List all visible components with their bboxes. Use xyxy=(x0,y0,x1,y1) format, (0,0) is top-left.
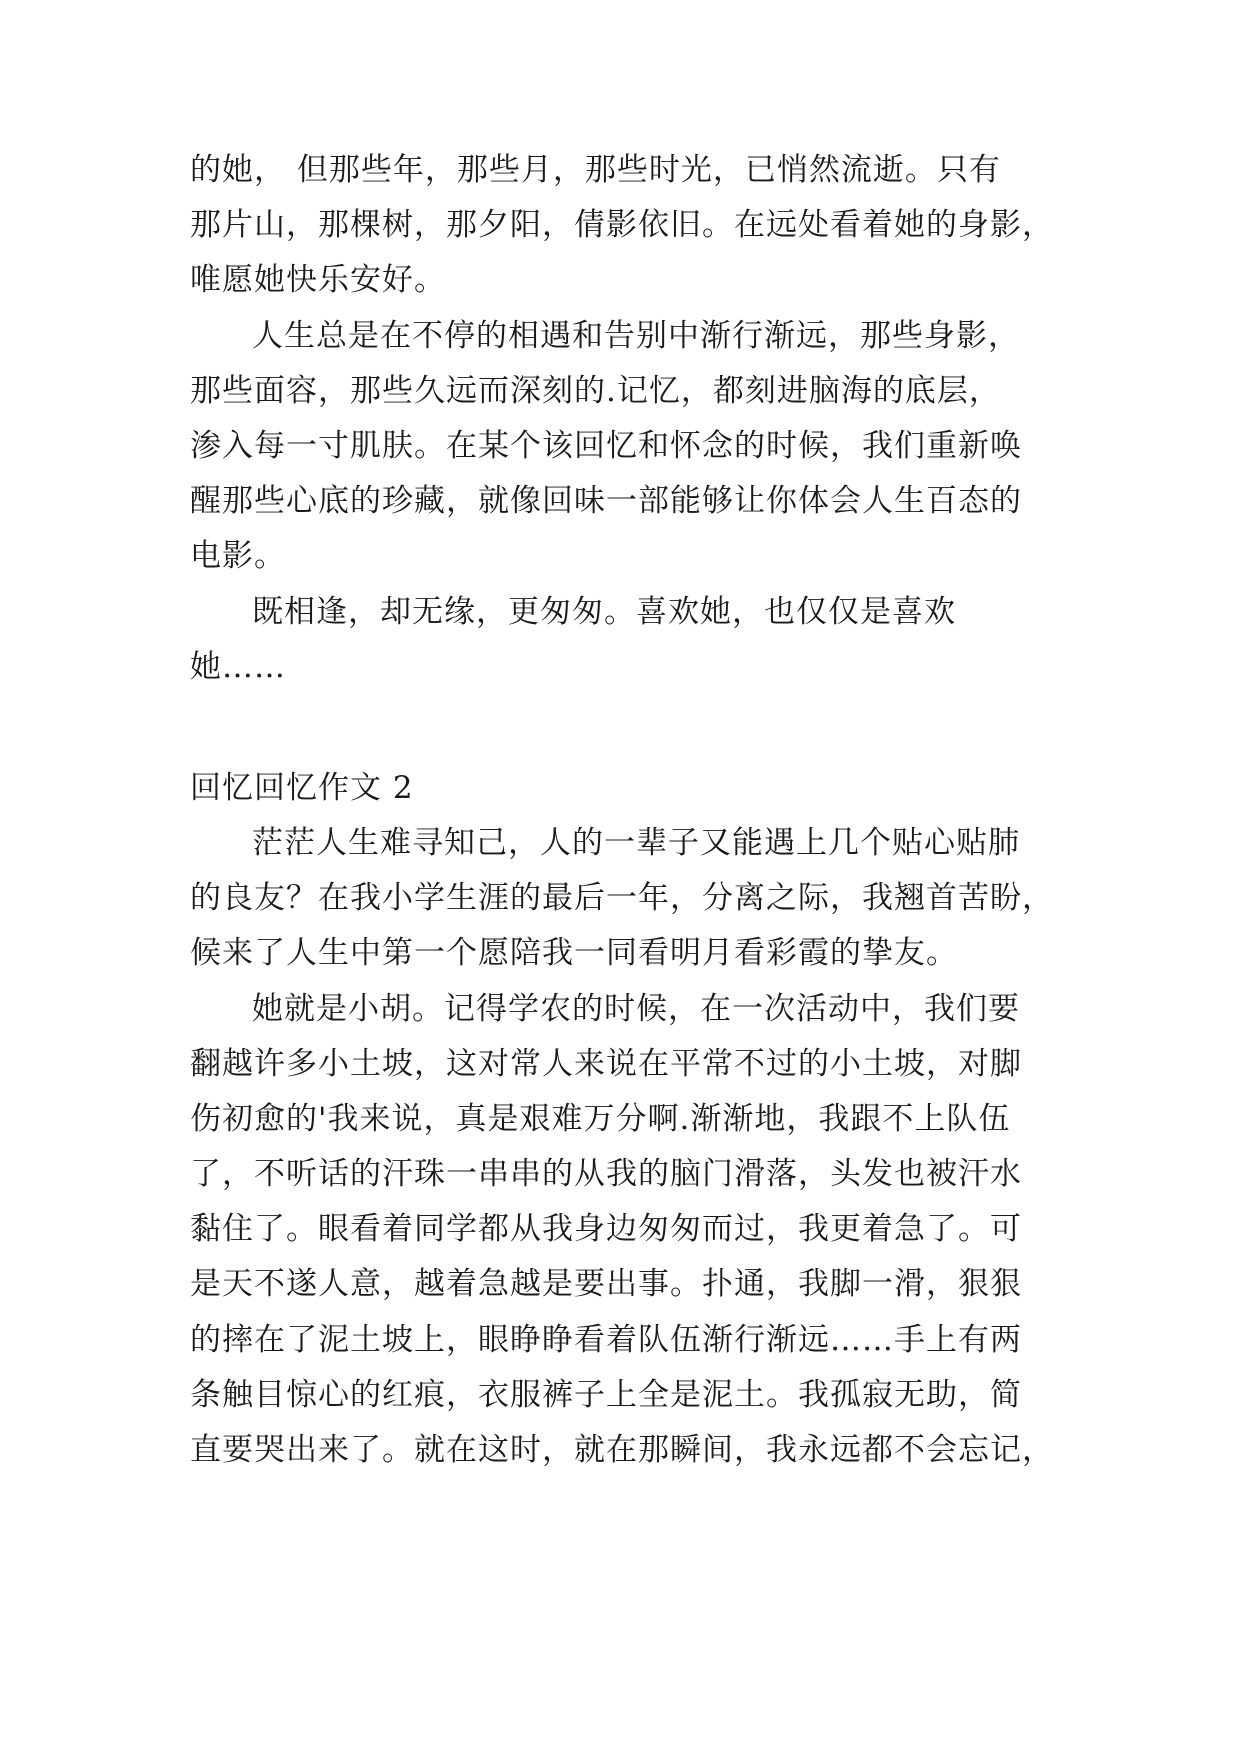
text-line: 是天不遂人意，越着急越是要出事。扑通，我脚一滑，狠狠 xyxy=(190,1266,1022,1302)
text-line: 的她， 但那些年，那些月，那些时光，已悄然流逝。只有 xyxy=(190,152,1001,188)
text-line: 那些面容，那些久远而深刻的.记忆，都刻进脑海的底层， xyxy=(190,373,1001,409)
text-line: 的摔在了泥土坡上，眼睁睁看着队伍渐行渐远……手上有两 xyxy=(190,1322,1022,1358)
text-line: 直要哭出来了。就在这时，就在那瞬间，我永远都不会忘记， xyxy=(190,1432,1054,1468)
text-line: 候来了人生中第一个愿陪我一同看明月看彩霞的挚友。 xyxy=(190,935,958,971)
text-line: 的良友？在我小学生涯的最后一年，分离之际，我翘首苦盼， xyxy=(190,880,1054,916)
text-line: 既相逢，却无缘，更匆匆。喜欢她，也仅仅是喜欢 xyxy=(252,594,956,630)
text-line: 了，不听话的汗珠一串串的从我的脑门滑落，头发也被汗水 xyxy=(190,1156,1022,1192)
text-line: 醒那些心底的珍藏，就像回味一部能够让你体会人生百态的 xyxy=(190,483,1022,519)
section-title: 回忆回忆作文 2 xyxy=(190,770,414,806)
text-line: 她…… xyxy=(190,649,286,685)
text-line: 条触目惊心的红痕，衣服裤子上全是泥土。我孤寂无助，简 xyxy=(190,1377,1022,1413)
text-line: 唯愿她快乐安好。 xyxy=(190,262,446,298)
text-line: 伤初愈的'我来说，真是艰难万分啊.渐渐地，我跟不上队伍 xyxy=(190,1101,1011,1137)
text-line: 黏住了。眼看着同学都从我身边匆匆而过，我更着急了。可 xyxy=(190,1211,1022,1247)
text-line: 人生总是在不停的相遇和告别中渐行渐远，那些身影， xyxy=(252,318,1020,354)
text-line: 那片山，那棵树，那夕阳，倩影依旧。在远处看着她的身影， xyxy=(190,207,1054,243)
text-line: 翻越许多小土坡，这对常人来说在平常不过的小土坡，对脚 xyxy=(190,1046,1022,1082)
text-line: 电影。 xyxy=(190,538,286,574)
text-line: 渗入每一寸肌肤。在某个该回忆和怀念的时候，我们重新唤 xyxy=(190,428,1022,464)
text-line: 茫茫人生难寻知己，人的一辈子又能遇上几个贴心贴肺 xyxy=(252,825,1020,861)
text-line: 她就是小胡。记得学农的时候，在一次活动中，我们要 xyxy=(252,991,1020,1027)
